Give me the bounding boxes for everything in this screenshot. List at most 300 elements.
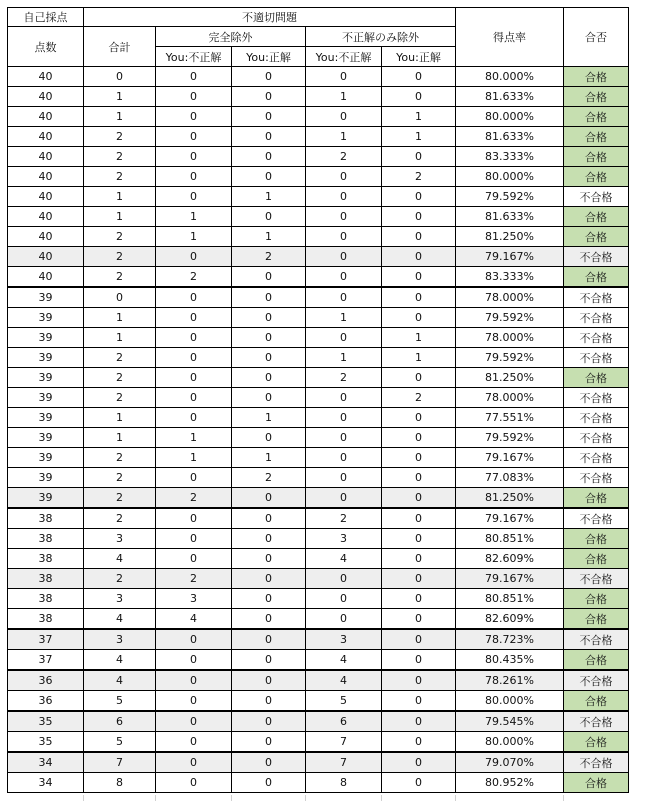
- cell-total[interactable]: 4: [84, 549, 156, 569]
- cell-score[interactable]: 40: [8, 67, 84, 87]
- cell-wrongonly-you-correct[interactable]: 0: [382, 207, 456, 227]
- cell-wrongonly-you-correct[interactable]: 0: [382, 87, 456, 107]
- cell-full-you-correct[interactable]: 0: [232, 508, 306, 529]
- cell-full-you-wrong[interactable]: 0: [156, 468, 232, 488]
- cell-full-you-correct[interactable]: 0: [232, 529, 306, 549]
- cell-total[interactable]: 2: [84, 508, 156, 529]
- cell-full-you-wrong[interactable]: 0: [156, 508, 232, 529]
- cell-wrongonly-you-wrong[interactable]: 0: [306, 569, 382, 589]
- cell-wrongonly-you-correct[interactable]: 0: [382, 589, 456, 609]
- cell-score[interactable]: 39: [8, 428, 84, 448]
- cell-score[interactable]: 39: [8, 408, 84, 428]
- cell-wrongonly-you-correct[interactable]: 1: [382, 328, 456, 348]
- cell-pass-fail[interactable]: 不合格: [564, 388, 629, 408]
- cell-pass-fail[interactable]: 合格: [564, 549, 629, 569]
- cell-score[interactable]: 40: [8, 247, 84, 267]
- cell-score[interactable]: 40: [8, 207, 84, 227]
- cell-full-you-wrong[interactable]: 0: [156, 388, 232, 408]
- cell-full-you-wrong[interactable]: 0: [156, 629, 232, 650]
- cell-full-you-wrong[interactable]: 0: [156, 308, 232, 328]
- cell-pass-fail[interactable]: 合格: [564, 107, 629, 127]
- cell-total[interactable]: 1: [84, 187, 156, 207]
- header-wrongonly-you-correct[interactable]: You:正解: [382, 47, 456, 67]
- cell-wrongonly-you-correct[interactable]: 0: [382, 308, 456, 328]
- cell-score-rate[interactable]: 82.609%: [456, 609, 564, 630]
- cell-score[interactable]: 37: [8, 629, 84, 650]
- cell-full-you-wrong[interactable]: 0: [156, 711, 232, 732]
- cell-score[interactable]: 39: [8, 308, 84, 328]
- cell-wrongonly-you-correct[interactable]: 0: [382, 67, 456, 87]
- cell-total[interactable]: 2: [84, 368, 156, 388]
- cell-full-you-correct[interactable]: 0: [232, 308, 306, 328]
- cell-wrongonly-you-wrong[interactable]: 0: [306, 448, 382, 468]
- cell-score[interactable]: 39: [8, 348, 84, 368]
- cell-pass-fail[interactable]: 不合格: [564, 752, 629, 773]
- cell-full-you-correct[interactable]: 1: [232, 408, 306, 428]
- cell-pass-fail[interactable]: 合格: [564, 127, 629, 147]
- cell-pass-fail[interactable]: 合格: [564, 773, 629, 793]
- cell-wrongonly-you-correct[interactable]: 0: [382, 287, 456, 308]
- cell-wrongonly-you-correct[interactable]: 0: [382, 448, 456, 468]
- cell-full-you-correct[interactable]: 0: [232, 732, 306, 753]
- cell-wrongonly-you-wrong[interactable]: 7: [306, 752, 382, 773]
- cell-pass-fail[interactable]: 合格: [564, 529, 629, 549]
- cell-total[interactable]: 7: [84, 752, 156, 773]
- cell-pass-fail[interactable]: 不合格: [564, 348, 629, 368]
- cell-wrongonly-you-wrong[interactable]: 0: [306, 167, 382, 187]
- cell-full-you-correct[interactable]: 0: [232, 388, 306, 408]
- cell-score[interactable]: 34: [8, 752, 84, 773]
- cell-full-you-correct[interactable]: 2: [232, 468, 306, 488]
- cell-pass-fail[interactable]: 不合格: [564, 468, 629, 488]
- cell-full-you-wrong[interactable]: 4: [156, 609, 232, 630]
- header-inappropriate-questions[interactable]: 不適切問題: [84, 8, 456, 27]
- cell-score[interactable]: 39: [8, 328, 84, 348]
- cell-score[interactable]: 36: [8, 670, 84, 691]
- cell-full-you-wrong[interactable]: 2: [156, 569, 232, 589]
- cell-score[interactable]: 34: [8, 773, 84, 793]
- cell-wrongonly-you-correct[interactable]: 0: [382, 711, 456, 732]
- cell-full-you-correct[interactable]: 0: [232, 488, 306, 509]
- cell-full-you-wrong[interactable]: 1: [156, 227, 232, 247]
- cell-score-rate[interactable]: 81.633%: [456, 87, 564, 107]
- header-score[interactable]: 点数: [8, 27, 84, 67]
- cell-pass-fail[interactable]: 合格: [564, 488, 629, 509]
- cell-score[interactable]: 38: [8, 609, 84, 630]
- cell-wrongonly-you-wrong[interactable]: 0: [306, 589, 382, 609]
- cell-wrongonly-you-wrong[interactable]: 1: [306, 127, 382, 147]
- cell-score-rate[interactable]: 77.083%: [456, 468, 564, 488]
- cell-score[interactable]: 38: [8, 549, 84, 569]
- cell-total[interactable]: 4: [84, 650, 156, 671]
- cell-pass-fail[interactable]: 不合格: [564, 187, 629, 207]
- cell-score[interactable]: 39: [8, 388, 84, 408]
- cell-full-you-wrong[interactable]: 0: [156, 328, 232, 348]
- header-full-you-correct[interactable]: You:正解: [232, 47, 306, 67]
- cell-wrongonly-you-wrong[interactable]: 0: [306, 187, 382, 207]
- cell-score-rate[interactable]: 80.000%: [456, 691, 564, 712]
- cell-full-you-correct[interactable]: 1: [232, 448, 306, 468]
- header-self-score[interactable]: 自己採点: [8, 8, 84, 27]
- cell-total[interactable]: 2: [84, 127, 156, 147]
- cell-wrongonly-you-wrong[interactable]: 0: [306, 67, 382, 87]
- cell-score-rate[interactable]: 81.250%: [456, 227, 564, 247]
- cell-pass-fail[interactable]: 不合格: [564, 308, 629, 328]
- cell-wrongonly-you-wrong[interactable]: 0: [306, 428, 382, 448]
- cell-full-you-correct[interactable]: 0: [232, 328, 306, 348]
- cell-wrongonly-you-correct[interactable]: 0: [382, 752, 456, 773]
- cell-score-rate[interactable]: 83.333%: [456, 267, 564, 288]
- cell-total[interactable]: 0: [84, 287, 156, 308]
- cell-pass-fail[interactable]: 不合格: [564, 670, 629, 691]
- cell-wrongonly-you-wrong[interactable]: 1: [306, 87, 382, 107]
- cell-pass-fail[interactable]: 不合格: [564, 448, 629, 468]
- cell-full-you-wrong[interactable]: 0: [156, 529, 232, 549]
- cell-full-you-wrong[interactable]: 0: [156, 368, 232, 388]
- cell-total[interactable]: 3: [84, 629, 156, 650]
- cell-pass-fail[interactable]: 合格: [564, 147, 629, 167]
- cell-score[interactable]: 39: [8, 368, 84, 388]
- cell-pass-fail[interactable]: 不合格: [564, 629, 629, 650]
- cell-total[interactable]: 2: [84, 468, 156, 488]
- cell-wrongonly-you-wrong[interactable]: 0: [306, 247, 382, 267]
- cell-score-rate[interactable]: 81.633%: [456, 207, 564, 227]
- cell-score-rate[interactable]: 79.545%: [456, 711, 564, 732]
- cell-full-you-correct[interactable]: 0: [232, 569, 306, 589]
- cell-pass-fail[interactable]: 合格: [564, 691, 629, 712]
- cell-full-you-wrong[interactable]: 0: [156, 348, 232, 368]
- cell-pass-fail[interactable]: 合格: [564, 67, 629, 87]
- cell-wrongonly-you-correct[interactable]: 0: [382, 691, 456, 712]
- cell-full-you-wrong[interactable]: 0: [156, 167, 232, 187]
- cell-score-rate[interactable]: 79.167%: [456, 569, 564, 589]
- cell-score-rate[interactable]: 79.592%: [456, 428, 564, 448]
- cell-full-you-correct[interactable]: 0: [232, 287, 306, 308]
- cell-wrongonly-you-correct[interactable]: 0: [382, 428, 456, 448]
- cell-score-rate[interactable]: 80.000%: [456, 107, 564, 127]
- cell-full-you-correct[interactable]: 0: [232, 167, 306, 187]
- cell-full-you-wrong[interactable]: 0: [156, 549, 232, 569]
- cell-score[interactable]: 40: [8, 147, 84, 167]
- cell-score[interactable]: 38: [8, 508, 84, 529]
- cell-total[interactable]: 4: [84, 609, 156, 630]
- cell-score[interactable]: 36: [8, 691, 84, 712]
- cell-total[interactable]: 1: [84, 328, 156, 348]
- cell-pass-fail[interactable]: 不合格: [564, 428, 629, 448]
- cell-score-rate[interactable]: 81.633%: [456, 127, 564, 147]
- cell-wrongonly-you-wrong[interactable]: 0: [306, 227, 382, 247]
- header-pass-fail[interactable]: 合否: [564, 8, 629, 67]
- cell-total[interactable]: 2: [84, 227, 156, 247]
- cell-full-you-wrong[interactable]: 0: [156, 408, 232, 428]
- cell-score[interactable]: 39: [8, 488, 84, 509]
- cell-score-rate[interactable]: 79.070%: [456, 752, 564, 773]
- cell-full-you-wrong[interactable]: 0: [156, 127, 232, 147]
- cell-full-you-correct[interactable]: 2: [232, 247, 306, 267]
- cell-full-you-wrong[interactable]: 1: [156, 428, 232, 448]
- cell-wrongonly-you-correct[interactable]: 0: [382, 147, 456, 167]
- cell-total[interactable]: 2: [84, 348, 156, 368]
- cell-total[interactable]: 2: [84, 247, 156, 267]
- cell-wrongonly-you-correct[interactable]: 0: [382, 508, 456, 529]
- cell-total[interactable]: 2: [84, 488, 156, 509]
- cell-full-you-correct[interactable]: 0: [232, 752, 306, 773]
- cell-total[interactable]: 1: [84, 408, 156, 428]
- cell-pass-fail[interactable]: 合格: [564, 368, 629, 388]
- cell-full-you-correct[interactable]: 0: [232, 107, 306, 127]
- cell-pass-fail[interactable]: 合格: [564, 227, 629, 247]
- cell-score[interactable]: 38: [8, 529, 84, 549]
- cell-score-rate[interactable]: 81.250%: [456, 368, 564, 388]
- cell-score-rate[interactable]: 79.592%: [456, 308, 564, 328]
- cell-score[interactable]: 35: [8, 732, 84, 753]
- cell-full-you-wrong[interactable]: 0: [156, 691, 232, 712]
- cell-total[interactable]: 2: [84, 267, 156, 288]
- cell-wrongonly-you-correct[interactable]: 2: [382, 167, 456, 187]
- cell-score[interactable]: 38: [8, 569, 84, 589]
- cell-score-rate[interactable]: 80.435%: [456, 650, 564, 671]
- cell-wrongonly-you-correct[interactable]: 0: [382, 368, 456, 388]
- cell-total[interactable]: 2: [84, 167, 156, 187]
- cell-score[interactable]: 40: [8, 127, 84, 147]
- cell-total[interactable]: 8: [84, 773, 156, 793]
- cell-wrongonly-you-wrong[interactable]: 0: [306, 388, 382, 408]
- cell-total[interactable]: 4: [84, 670, 156, 691]
- cell-score-rate[interactable]: 78.261%: [456, 670, 564, 691]
- cell-wrongonly-you-correct[interactable]: 1: [382, 348, 456, 368]
- cell-full-you-wrong[interactable]: 0: [156, 87, 232, 107]
- cell-total[interactable]: 0: [84, 67, 156, 87]
- cell-wrongonly-you-wrong[interactable]: 0: [306, 107, 382, 127]
- cell-total[interactable]: 2: [84, 388, 156, 408]
- cell-wrongonly-you-wrong[interactable]: 1: [306, 308, 382, 328]
- cell-total[interactable]: 2: [84, 147, 156, 167]
- cell-score-rate[interactable]: 78.000%: [456, 328, 564, 348]
- cell-score[interactable]: 38: [8, 589, 84, 609]
- cell-wrongonly-you-wrong[interactable]: 1: [306, 348, 382, 368]
- cell-score-rate[interactable]: 80.000%: [456, 732, 564, 753]
- cell-full-you-correct[interactable]: 0: [232, 773, 306, 793]
- cell-pass-fail[interactable]: 不合格: [564, 408, 629, 428]
- cell-full-you-correct[interactable]: 0: [232, 348, 306, 368]
- cell-wrongonly-you-correct[interactable]: 0: [382, 247, 456, 267]
- cell-full-you-correct[interactable]: 0: [232, 147, 306, 167]
- cell-total[interactable]: 1: [84, 87, 156, 107]
- cell-score[interactable]: 40: [8, 227, 84, 247]
- cell-full-you-correct[interactable]: 1: [232, 227, 306, 247]
- header-wrongonly-you-wrong[interactable]: You:不正解: [306, 47, 382, 67]
- cell-wrongonly-you-wrong[interactable]: 0: [306, 267, 382, 288]
- cell-score-rate[interactable]: 80.952%: [456, 773, 564, 793]
- cell-wrongonly-you-wrong[interactable]: 0: [306, 468, 382, 488]
- cell-wrongonly-you-wrong[interactable]: 0: [306, 488, 382, 509]
- cell-full-you-correct[interactable]: 0: [232, 629, 306, 650]
- cell-full-you-correct[interactable]: 1: [232, 187, 306, 207]
- cell-full-you-wrong[interactable]: 0: [156, 287, 232, 308]
- cell-wrongonly-you-correct[interactable]: 0: [382, 468, 456, 488]
- cell-wrongonly-you-wrong[interactable]: 2: [306, 508, 382, 529]
- cell-pass-fail[interactable]: 不合格: [564, 711, 629, 732]
- cell-wrongonly-you-wrong[interactable]: 0: [306, 287, 382, 308]
- cell-wrongonly-you-wrong[interactable]: 8: [306, 773, 382, 793]
- cell-wrongonly-you-wrong[interactable]: 4: [306, 650, 382, 671]
- cell-pass-fail[interactable]: 合格: [564, 87, 629, 107]
- cell-score-rate[interactable]: 80.851%: [456, 529, 564, 549]
- cell-full-you-wrong[interactable]: 0: [156, 107, 232, 127]
- cell-wrongonly-you-correct[interactable]: 0: [382, 609, 456, 630]
- cell-total[interactable]: 1: [84, 107, 156, 127]
- cell-wrongonly-you-wrong[interactable]: 3: [306, 529, 382, 549]
- cell-wrongonly-you-correct[interactable]: 0: [382, 488, 456, 509]
- cell-score[interactable]: 35: [8, 711, 84, 732]
- cell-full-you-correct[interactable]: 0: [232, 67, 306, 87]
- cell-pass-fail[interactable]: 合格: [564, 167, 629, 187]
- cell-full-you-correct[interactable]: 0: [232, 711, 306, 732]
- header-full-exclusion[interactable]: 完全除外: [156, 27, 306, 47]
- cell-total[interactable]: 3: [84, 529, 156, 549]
- cell-pass-fail[interactable]: 合格: [564, 732, 629, 753]
- cell-full-you-wrong[interactable]: 0: [156, 187, 232, 207]
- cell-score-rate[interactable]: 80.000%: [456, 67, 564, 87]
- cell-score-rate[interactable]: 79.167%: [456, 508, 564, 529]
- cell-wrongonly-you-correct[interactable]: 0: [382, 187, 456, 207]
- cell-full-you-correct[interactable]: 0: [232, 650, 306, 671]
- cell-wrongonly-you-wrong[interactable]: 5: [306, 691, 382, 712]
- cell-full-you-wrong[interactable]: 0: [156, 650, 232, 671]
- cell-full-you-wrong[interactable]: 1: [156, 207, 232, 227]
- cell-score[interactable]: 40: [8, 107, 84, 127]
- cell-score[interactable]: 40: [8, 167, 84, 187]
- cell-wrongonly-you-correct[interactable]: 0: [382, 670, 456, 691]
- cell-score[interactable]: 40: [8, 267, 84, 288]
- cell-score[interactable]: 39: [8, 448, 84, 468]
- cell-score-rate[interactable]: 81.250%: [456, 488, 564, 509]
- cell-pass-fail[interactable]: 合格: [564, 207, 629, 227]
- cell-score-rate[interactable]: 80.000%: [456, 167, 564, 187]
- cell-pass-fail[interactable]: 不合格: [564, 328, 629, 348]
- cell-wrongonly-you-wrong[interactable]: 7: [306, 732, 382, 753]
- cell-full-you-wrong[interactable]: 2: [156, 267, 232, 288]
- cell-wrongonly-you-correct[interactable]: 1: [382, 107, 456, 127]
- header-total[interactable]: 合計: [84, 27, 156, 67]
- cell-wrongonly-you-correct[interactable]: 0: [382, 650, 456, 671]
- cell-score[interactable]: 37: [8, 650, 84, 671]
- cell-wrongonly-you-wrong[interactable]: 4: [306, 670, 382, 691]
- cell-full-you-correct[interactable]: 0: [232, 368, 306, 388]
- cell-wrongonly-you-correct[interactable]: 2: [382, 388, 456, 408]
- cell-pass-fail[interactable]: 不合格: [564, 569, 629, 589]
- cell-score-rate[interactable]: 77.551%: [456, 408, 564, 428]
- cell-full-you-correct[interactable]: 0: [232, 549, 306, 569]
- cell-wrongonly-you-wrong[interactable]: 4: [306, 549, 382, 569]
- cell-pass-fail[interactable]: 不合格: [564, 287, 629, 308]
- cell-wrongonly-you-wrong[interactable]: 3: [306, 629, 382, 650]
- cell-score[interactable]: 39: [8, 287, 84, 308]
- cell-full-you-wrong[interactable]: 0: [156, 732, 232, 753]
- cell-score[interactable]: 39: [8, 468, 84, 488]
- cell-full-you-correct[interactable]: 0: [232, 207, 306, 227]
- cell-wrongonly-you-correct[interactable]: 0: [382, 408, 456, 428]
- cell-full-you-wrong[interactable]: 0: [156, 670, 232, 691]
- cell-wrongonly-you-wrong[interactable]: 0: [306, 408, 382, 428]
- cell-wrongonly-you-correct[interactable]: 0: [382, 549, 456, 569]
- cell-pass-fail[interactable]: 不合格: [564, 508, 629, 529]
- cell-wrongonly-you-correct[interactable]: 0: [382, 732, 456, 753]
- cell-full-you-correct[interactable]: 0: [232, 87, 306, 107]
- cell-score-rate[interactable]: 78.000%: [456, 287, 564, 308]
- cell-pass-fail[interactable]: 合格: [564, 267, 629, 288]
- cell-full-you-wrong[interactable]: 0: [156, 773, 232, 793]
- cell-full-you-wrong[interactable]: 0: [156, 67, 232, 87]
- cell-wrongonly-you-wrong[interactable]: 2: [306, 368, 382, 388]
- cell-score-rate[interactable]: 80.851%: [456, 589, 564, 609]
- cell-wrongonly-you-wrong[interactable]: 0: [306, 609, 382, 630]
- header-full-you-wrong[interactable]: You:不正解: [156, 47, 232, 67]
- cell-score-rate[interactable]: 83.333%: [456, 147, 564, 167]
- cell-total[interactable]: 6: [84, 711, 156, 732]
- cell-score[interactable]: 40: [8, 187, 84, 207]
- cell-score-rate[interactable]: 78.723%: [456, 629, 564, 650]
- header-wrong-only-exclusion[interactable]: 不正解のみ除外: [306, 27, 456, 47]
- cell-wrongonly-you-correct[interactable]: 0: [382, 773, 456, 793]
- cell-wrongonly-you-correct[interactable]: 0: [382, 629, 456, 650]
- cell-pass-fail[interactable]: 不合格: [564, 247, 629, 267]
- cell-score-rate[interactable]: 82.609%: [456, 549, 564, 569]
- cell-pass-fail[interactable]: 合格: [564, 589, 629, 609]
- cell-full-you-wrong[interactable]: 0: [156, 752, 232, 773]
- cell-full-you-correct[interactable]: 0: [232, 267, 306, 288]
- cell-total[interactable]: 5: [84, 732, 156, 753]
- cell-score-rate[interactable]: 79.167%: [456, 247, 564, 267]
- cell-full-you-correct[interactable]: 0: [232, 609, 306, 630]
- cell-total[interactable]: 3: [84, 589, 156, 609]
- cell-score-rate[interactable]: 78.000%: [456, 388, 564, 408]
- cell-wrongonly-you-wrong[interactable]: 0: [306, 207, 382, 227]
- cell-full-you-correct[interactable]: 0: [232, 127, 306, 147]
- cell-full-you-wrong[interactable]: 2: [156, 488, 232, 509]
- cell-full-you-correct[interactable]: 0: [232, 589, 306, 609]
- cell-wrongonly-you-correct[interactable]: 0: [382, 569, 456, 589]
- cell-full-you-wrong[interactable]: 0: [156, 247, 232, 267]
- cell-wrongonly-you-wrong[interactable]: 2: [306, 147, 382, 167]
- cell-full-you-wrong[interactable]: 1: [156, 448, 232, 468]
- cell-total[interactable]: 1: [84, 428, 156, 448]
- cell-full-you-correct[interactable]: 0: [232, 670, 306, 691]
- cell-total[interactable]: 2: [84, 569, 156, 589]
- cell-full-you-correct[interactable]: 0: [232, 428, 306, 448]
- cell-score-rate[interactable]: 79.167%: [456, 448, 564, 468]
- cell-wrongonly-you-wrong[interactable]: 6: [306, 711, 382, 732]
- cell-wrongonly-you-correct[interactable]: 0: [382, 529, 456, 549]
- cell-score[interactable]: 40: [8, 87, 84, 107]
- cell-total[interactable]: 1: [84, 308, 156, 328]
- cell-full-you-correct[interactable]: 0: [232, 691, 306, 712]
- cell-total[interactable]: 2: [84, 448, 156, 468]
- cell-wrongonly-you-wrong[interactable]: 0: [306, 328, 382, 348]
- cell-pass-fail[interactable]: 合格: [564, 650, 629, 671]
- cell-score-rate[interactable]: 79.592%: [456, 187, 564, 207]
- cell-score-rate[interactable]: 79.592%: [456, 348, 564, 368]
- cell-wrongonly-you-correct[interactable]: 1: [382, 127, 456, 147]
- cell-wrongonly-you-correct[interactable]: 0: [382, 227, 456, 247]
- cell-full-you-wrong[interactable]: 0: [156, 147, 232, 167]
- cell-wrongonly-you-correct[interactable]: 0: [382, 267, 456, 288]
- cell-total[interactable]: 5: [84, 691, 156, 712]
- header-score-rate[interactable]: 得点率: [456, 8, 564, 67]
- cell-total[interactable]: 1: [84, 207, 156, 227]
- cell-full-you-wrong[interactable]: 3: [156, 589, 232, 609]
- cell-pass-fail[interactable]: 合格: [564, 609, 629, 630]
